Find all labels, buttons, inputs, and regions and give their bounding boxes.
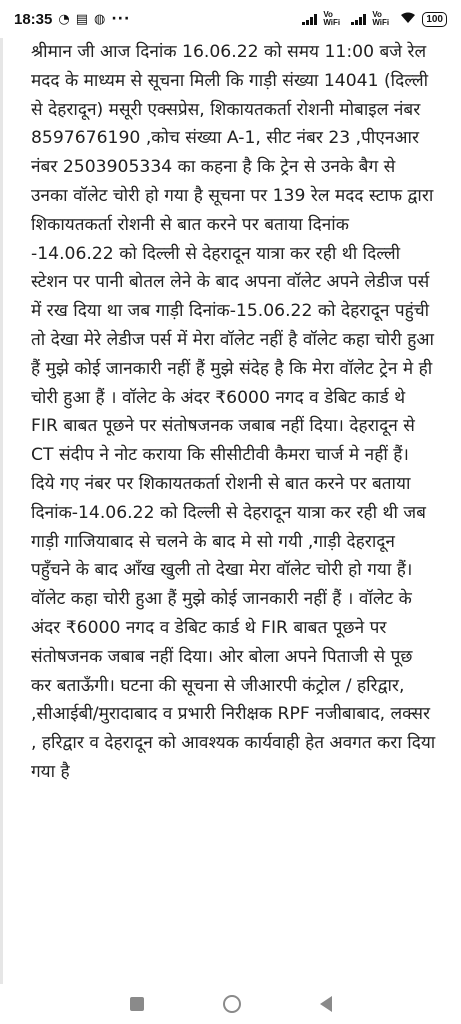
signal-icon-2 <box>351 13 366 25</box>
status-right <box>302 11 447 27</box>
status-time: 18:35 <box>14 10 53 28</box>
back-button[interactable] <box>320 996 332 1012</box>
scroll-edge <box>0 38 3 984</box>
status-left <box>14 11 130 28</box>
recent-apps-button[interactable] <box>130 997 144 1011</box>
vowifi-label: Vo WiFi <box>323 10 341 27</box>
message-text: श्रीमान जी आज दिनांक 16.06.22 को समय 11:00 बजे रेल मदद के माध्यम से सूचना मिली कि गाड़ी संख्या 14041 (दिल्ली से देहरादून) मसूरी एक्सप्रेस, शिकायतकर्ता रोशनी मोबाइल नंबर 8597676190 ,कोच संख्या A-1, सीट नंबर 23 ,पीएनआर नंबर 2503905334 का कहना है कि ट्रेन से उनके बैग से उनका वॉलेट चोरी हो गया है सूचना पर 139 रेल मदद स्टाफ द्वारा शिकायतकर्ता रोशनी से बात करने पर बताया दिनांक -14.06.22 को दिल्ली से देहरादून यात्रा कर रही थी दिल्ली स्टेशन पर पानी बोतल लेने के बाद अपना वॉलेट अपने लेडीज पर्स में रख दिया था जब गाड़ी दिनांक-15.06.22 को देहरादून पहुंची तो देखा मेरे लेडीज पर्स में मेरा वॉलेट नहीं है वॉलेट कहा चोरी हुआ हैं मुझे कोई जानकारी नहीं हैं मुझे संदेह है कि मेरा वॉलेट ट्रेन मे ही चोरी हुआ हैं । वॉलेट के अंदर ₹6000 नगद व डेबिट कार्ड थे FIR बाबत पूछने पर संतोषजनक जबाब नहीं दिया। देहरादून से CT संदीप ने नोट कराया कि सीसीटीवी कैमरा चार्ज मे नहीं हैं। दिये गए नंबर पर शिकायतकर्ता रोशनी से बात करने पर बताया दिनांक-14.06.22 को दिल्ली से देहरादून यात्रा कर रही थी जब गाड़ी गाजियाबाद से चलने के बाद मे सो गयी ,गाड़ी देहरादून पहुँचने के बाद आँख खुली तो देखा मेरा वॉलेट चोरी हो गया हैं। वॉलेट कहा चोरी हुआ हैं मुझे कोई जानकारी नहीं हैं । वॉलेट के अंदर ₹6000 नगद व डेबिट कार्ड थे FIR बाबत पूछने पर संतोषजनक जबाब नहीं दिया। ओर बोला अपने पिताजी से पूछ कर बताऊँगी। घटना की सूचना से जीआरपी कंट्रोल / हरिद्वार, ,सीआईबी/मुरादाबाद व प्रभारी निरीक्षक RPF नजीबाबाद, लक्सर , हरिद्वार व देहरादून को आवश्यक कार्यवाही हेत अवगत करा दिया गया है <box>31 42 436 782</box>
signal-icon <box>302 13 317 25</box>
notes-icon: ▤ <box>75 11 89 27</box>
message-icon: ◔ <box>58 11 70 27</box>
navigation-bar <box>0 984 461 1024</box>
home-button[interactable] <box>223 995 241 1013</box>
message-content[interactable] <box>31 38 436 984</box>
battery-icon: 100 <box>422 12 447 27</box>
more-notifications-icon: ··· <box>111 11 131 27</box>
status-bar <box>0 0 461 38</box>
wifi-icon <box>400 12 416 27</box>
chrome-icon: ◍ <box>94 11 106 27</box>
vowifi-label-2: Vo WiFi <box>372 10 390 27</box>
